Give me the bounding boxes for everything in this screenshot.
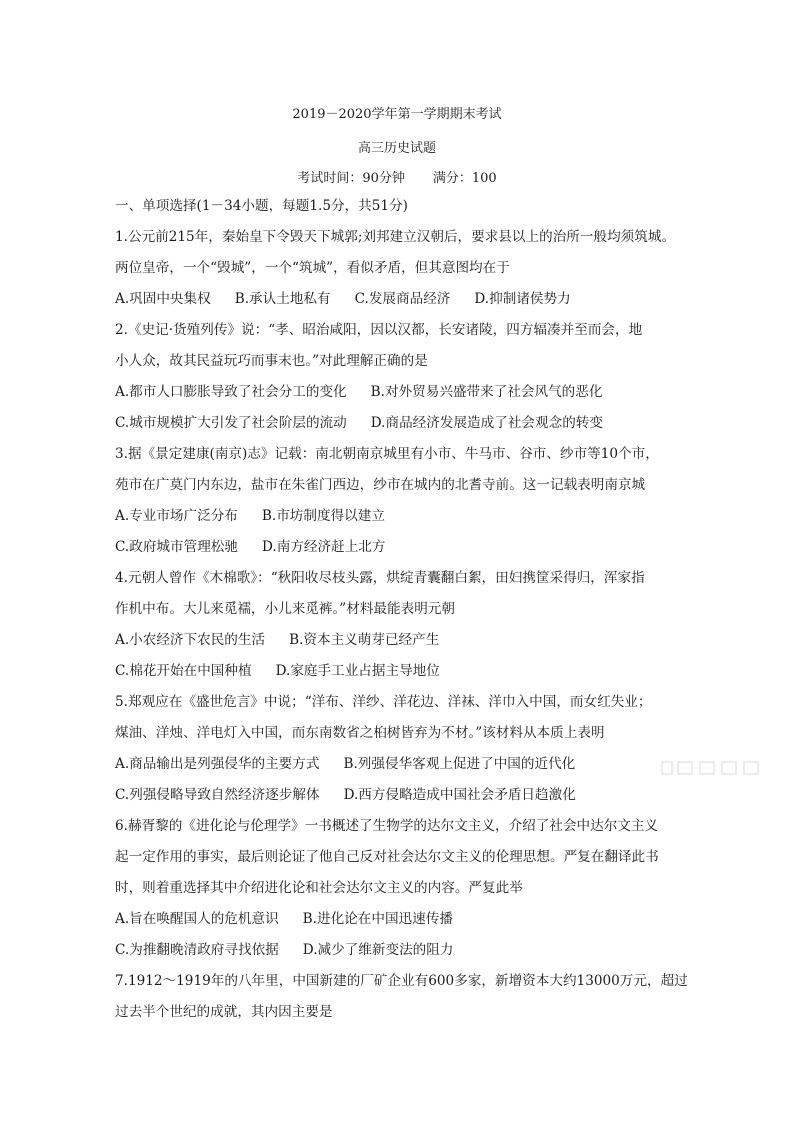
exam-info xyxy=(0,167,794,186)
option-c: C.为推翻晚清政府寻找依据 xyxy=(115,942,279,958)
question-2-options-row-2 xyxy=(115,412,627,434)
option-b: B.进化论在中国迅速传播 xyxy=(302,911,453,927)
option-a: A.小农经济下农民的生活 xyxy=(115,632,266,648)
question-5-options-row-2 xyxy=(115,784,600,806)
exam-subtitle: 高三历史试题 xyxy=(357,141,436,156)
question-4-stem-line-2: 作机中布。大儿来觅襦，小儿来觅裤。”材料最能表明元朝 xyxy=(115,601,455,617)
question-7-stem-line-1: 7.1912～1919年的八年里，中国新建的厂矿企业有600多家，新增资本大约13000万元，超过 xyxy=(115,973,688,989)
question-1-options xyxy=(115,288,595,310)
question-2-options-row-1 xyxy=(115,381,626,403)
option-a: A.都市人口膨胀导致了社会分工的变化 xyxy=(115,384,347,400)
question-6-stem-line-2: 起一定作用的事实，最后则论证了他自己反对社会达尔文主义的伦理思想。严复在翻译此书 xyxy=(115,849,659,865)
exam-score: 满分：100 xyxy=(432,171,497,186)
option-b: B.列强侵华客观上促进了中国的近代化 xyxy=(343,756,576,772)
question-4-stem-line-1: 4.元朝人曾作《木棉歌》：“秋阳收尽枝头露，烘绽青囊翻白絮，田妇携筐采得归，浑家指 xyxy=(115,570,645,586)
option-b: B.市坊制度得以建立 xyxy=(261,508,385,524)
watermark-mark xyxy=(660,756,780,780)
option-d: D.家庭手工业占据主导地位 xyxy=(275,663,440,679)
question-6-options-row-2 xyxy=(115,939,477,961)
option-a: A.商品输出是列强侵华的主要方式 xyxy=(115,756,320,772)
question-6-stem-line-1: 6.赫胥黎的《进化论与伦理学》一书概述了生物学的达尔文主义，介绍了社会中达尔文主义 xyxy=(115,818,659,834)
option-b: B.承认土地私有 xyxy=(234,291,331,307)
option-c: C.政府城市管理松驰 xyxy=(115,539,238,555)
question-4-options-row-1 xyxy=(115,629,463,651)
question-3-stem-line-2: 苑市在广莫门内东边，盐市在朱雀门西边，纱市在城内的北耆寺前。这一记载表明南京城 xyxy=(115,477,646,493)
option-d: D.南方经济赶上北方 xyxy=(262,539,386,555)
question-3-stem-line-1: 3.据《景定建康(南京)志》记载：南北朝南京城里有小市、牛马市、谷市、纱市等10个市， xyxy=(115,446,659,462)
option-a: A.旨在唤醒国人的危机意识 xyxy=(115,911,279,927)
question-1-stem-line-2: 两位皇帝，一个“毁城”，一个“筑城”，看似矛盾，但其意图均在于 xyxy=(115,260,510,276)
question-7-stem-line-2: 过去半个世纪的成就，其内因主要是 xyxy=(115,1004,333,1020)
option-c: C.棉花开始在中国种植 xyxy=(115,663,252,679)
option-c: C.发展商品经济 xyxy=(354,291,451,307)
option-d: D.减少了维新变法的阻力 xyxy=(302,942,454,958)
option-b: B.对外贸易兴盛带来了社会风气的恶化 xyxy=(370,384,603,400)
question-1-stem-line-1: 1.公元前215年，秦始皇下令毁天下城郭;刘邦建立汉朝后，要求县以上的治所一般均须筑城。 xyxy=(115,229,676,245)
exam-title: 2019－2020学年第一学期期末考试 xyxy=(292,107,502,122)
option-a: A.专业市场广泛分布 xyxy=(115,508,238,524)
question-2-stem-line-2: 小人众，故其民益玩巧而事末也。”对此理解正确的是 xyxy=(115,353,428,369)
question-6-options-row-1 xyxy=(115,908,477,930)
option-b: B.资本主义萌芽已经产生 xyxy=(289,632,440,648)
exam-time: 考试时间：90分钟 xyxy=(297,171,405,186)
section-heading: 一、单项选择(1－34小题，每题1.5分，共51分) xyxy=(115,198,408,214)
option-d: D.西方侵略造成中国社会矛盾日趋激化 xyxy=(343,787,576,803)
question-2-stem-line-1: 2.《史记·货殖列传》说：“孝、昭治咸阳，因以汉都，长安诸陵，四方辐凑并至而会，地 xyxy=(115,322,643,338)
option-d: D.商品经济发展造成了社会观念的转变 xyxy=(370,415,603,431)
question-3-options-row-2 xyxy=(115,536,410,558)
question-6-stem-line-3: 时，则着重选择其中介绍进化论和社会达尔文主义的内容。严复此举 xyxy=(115,880,523,896)
question-5-stem-line-1: 5.郑观应在《盛世危言》中说；“洋布、洋纱、洋花边、洋袜、洋巾入中国，而女红失业； xyxy=(115,694,652,710)
question-5-stem-line-2: 煤油、洋烛、洋电灯入中国，而东南数省之桕树皆弃为不材。”该材料从本质上表明 xyxy=(115,725,605,741)
option-a: A.巩固中央集权 xyxy=(115,291,211,307)
option-c: C.城市规模扩大引发了社会阶层的流动 xyxy=(115,415,347,431)
option-c: C.列强侵略导致自然经济逐步解体 xyxy=(115,787,320,803)
watermark-logo xyxy=(660,756,780,786)
question-3-options-row-1 xyxy=(115,505,409,527)
question-4-options-row-2 xyxy=(115,660,464,682)
question-5-options-row-1 xyxy=(115,753,599,775)
option-d: D.抑制诸侯势力 xyxy=(474,291,571,307)
